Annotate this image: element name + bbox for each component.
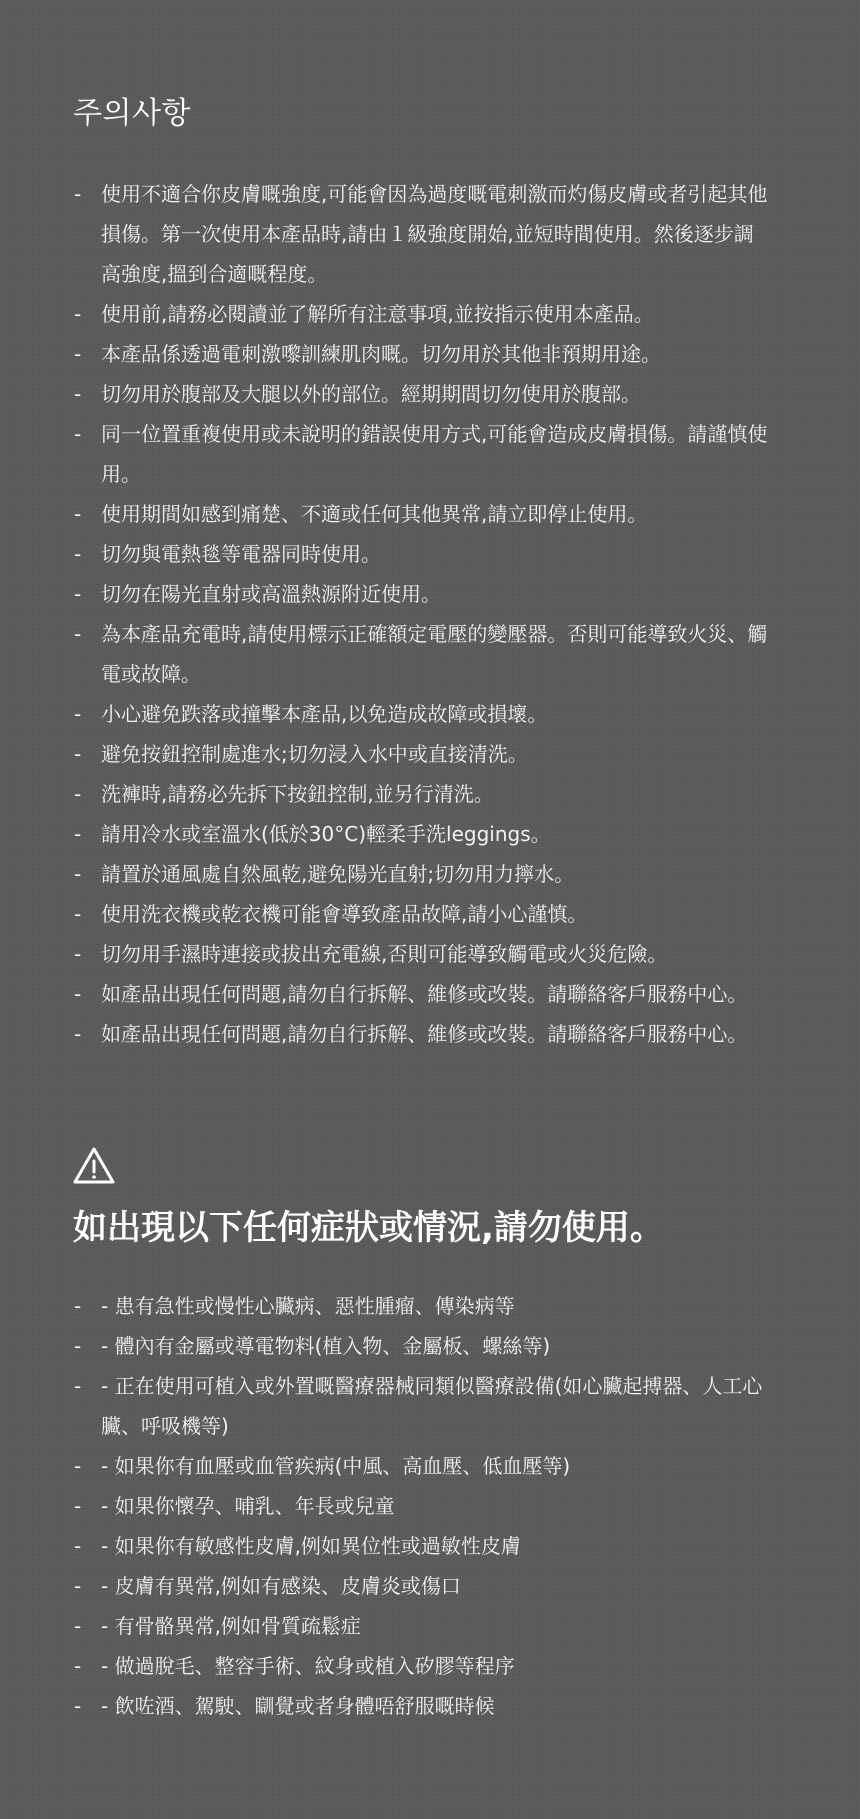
list-bullet: -	[74, 542, 82, 566]
caution-item	[0, 374, 860, 414]
list-bullet: -	[74, 902, 82, 926]
list-bullet: -	[74, 302, 82, 326]
list-item-text: 如產品出現任何問題,請勿自行拆解、維修或改裝。請聯絡客戶服務中心。	[101, 982, 748, 1006]
list-item-text: - 有骨骼異常,例如骨質疏鬆症	[101, 1614, 361, 1638]
list-bullet: -	[74, 1654, 82, 1678]
list-item-text: 使用洗衣機或乾衣機可能會導致產品故障,請小心謹慎。	[101, 902, 588, 926]
list-bullet: -	[74, 1294, 82, 1318]
list-bullet: -	[74, 1022, 82, 1046]
list-bullet: -	[74, 1454, 82, 1478]
list-bullet: -	[74, 1374, 82, 1398]
caution-item	[0, 174, 860, 294]
list-bullet: -	[74, 342, 82, 366]
caution-item	[0, 574, 860, 614]
list-bullet: -	[74, 382, 82, 406]
contraindication-list	[0, 1286, 860, 1726]
list-bullet: -	[74, 622, 82, 646]
list-item-text: 為本產品充電時,請使用標示正確額定電壓的變壓器。否則可能導致火災、觸電或故障。	[101, 622, 768, 686]
list-bullet: -	[74, 862, 82, 886]
contraindication-item	[0, 1366, 860, 1446]
list-bullet: -	[74, 1494, 82, 1518]
list-bullet: -	[74, 422, 82, 446]
contraindication-item	[0, 1446, 860, 1486]
page-title: 주의사항	[73, 96, 191, 131]
list-bullet: -	[74, 1614, 82, 1638]
caution-item	[0, 974, 860, 1014]
contraindication-item	[0, 1286, 860, 1326]
list-bullet: -	[74, 782, 82, 806]
list-item-text: 洗褲時,請務必先拆下按鈕控制,並另行清洗。	[101, 782, 494, 806]
list-item-text: 使用不適合你皮膚嘅強度,可能會因為過度嘅電刺激而灼傷皮膚或者引起其他損傷。第一次使用本產品時,請由１級強度開始,並短時間使用。然後逐步調高強度,搵到合適嘅程度。	[101, 182, 768, 286]
caution-item	[0, 334, 860, 374]
list-item-text: 切勿與電熱毯等電器同時使用。	[101, 542, 381, 566]
caution-item	[0, 894, 860, 934]
warning-triangle-icon	[72, 1146, 116, 1186]
list-bullet: -	[74, 502, 82, 526]
list-item-text: 使用期間如感到痛楚、不適或任何其他異常,請立即停止使用。	[101, 502, 648, 526]
list-item-text: 切勿用於腹部及大腿以外的部位。經期期間切勿使用於腹部。	[101, 382, 641, 406]
list-bullet: -	[74, 982, 82, 1006]
list-item-text: - 如果你有敏感性皮膚,例如異位性或過敏性皮膚	[101, 1534, 521, 1558]
list-item-text: - 患有急性或慢性心臟病、惡性腫瘤、傳染病等	[101, 1294, 515, 1318]
list-item-text: 請置於通風處自然風乾,避免陽光直射;切勿用力擰水。	[101, 862, 575, 886]
list-bullet: -	[74, 1334, 82, 1358]
list-item-text: 請用冷水或室溫水(低於30°C)輕柔手洗leggings。	[101, 822, 551, 846]
list-item-text: 切勿用手濕時連接或拔出充電線,否則可能導致觸電或火災危險。	[101, 942, 668, 966]
caution-item	[0, 854, 860, 894]
list-item-text: - 正在使用可植入或外置嘅醫療器械同類似醫療設備(如心臟起搏器、人工心臟、呼吸機等)	[101, 1374, 763, 1438]
caution-item	[0, 494, 860, 534]
list-item-text: - 如果你懷孕、哺乳、年長或兒童	[101, 1494, 395, 1518]
list-bullet: -	[74, 702, 82, 726]
caution-item	[0, 694, 860, 734]
contraindication-item	[0, 1326, 860, 1366]
list-item-text: - 如果你有血壓或血管疾病(中風、高血壓、低血壓等)	[101, 1454, 571, 1478]
list-bullet: -	[74, 582, 82, 606]
list-item-text: - 體內有金屬或導電物料(植入物、金屬板、螺絲等)	[101, 1334, 551, 1358]
list-bullet: -	[74, 822, 82, 846]
caution-item	[0, 774, 860, 814]
list-item-text: - 飲咗酒、駕駛、瞓覺或者身體唔舒服嘅時候	[101, 1694, 495, 1718]
contraindication-item	[0, 1566, 860, 1606]
contraindication-item	[0, 1686, 860, 1726]
list-item-text: 使用前,請務必閱讀並了解所有注意事項,並按指示使用本產品。	[101, 302, 654, 326]
list-item-text: 切勿在陽光直射或高溫熱源附近使用。	[101, 582, 441, 606]
list-bullet: -	[74, 942, 82, 966]
caution-item	[0, 614, 860, 694]
list-item-text: 避免按鈕控制處進水;切勿浸入水中或直接清洗。	[101, 742, 528, 766]
contraindication-item	[0, 1646, 860, 1686]
contraindication-item	[0, 1486, 860, 1526]
caution-item	[0, 294, 860, 334]
list-item-text: - 做過脫毛、整容手術、紋身或植入矽膠等程序	[101, 1654, 515, 1678]
caution-item	[0, 1014, 860, 1054]
caution-item	[0, 734, 860, 774]
caution-item	[0, 414, 860, 494]
caution-list	[0, 174, 860, 1054]
list-item-text: 如產品出現任何問題,請勿自行拆解、維修或改裝。請聯絡客戶服務中心。	[101, 1022, 748, 1046]
list-bullet: -	[74, 742, 82, 766]
contraindication-item	[0, 1526, 860, 1566]
list-item-text: - 皮膚有異常,例如有感染、皮膚炎或傷口	[101, 1574, 461, 1598]
caution-item	[0, 814, 860, 854]
contraindication-item	[0, 1606, 860, 1646]
list-bullet: -	[74, 1694, 82, 1718]
list-bullet: -	[74, 1534, 82, 1558]
caution-item	[0, 534, 860, 574]
list-item-text: 小心避免跌落或撞擊本產品,以免造成故障或損壞。	[101, 702, 548, 726]
list-bullet: -	[74, 1574, 82, 1598]
warning-heading: 如出現以下任何症狀或情況,請勿使用。	[73, 1208, 664, 1248]
caution-item	[0, 934, 860, 974]
list-item-text: 同一位置重複使用或未說明的錯誤使用方式,可能會造成皮膚損傷。請謹慎使用。	[101, 422, 768, 486]
list-bullet: -	[74, 182, 82, 206]
list-item-text: 本產品係透過電刺激嚟訓練肌肉嘅。切勿用於其他非預期用途。	[101, 342, 661, 366]
